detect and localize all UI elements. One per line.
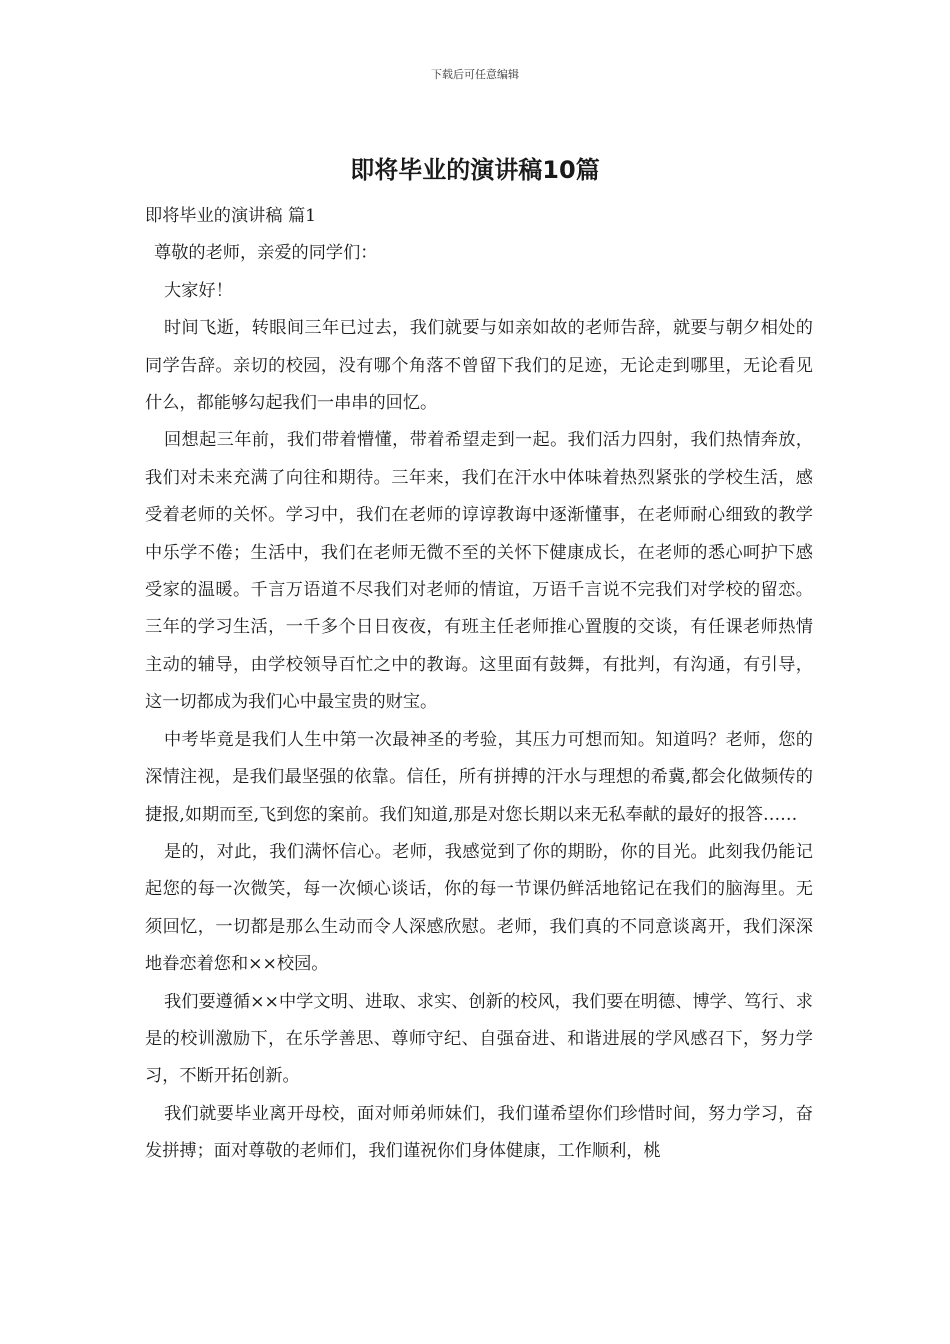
paragraph-1: 时间飞逝，转眼间三年已过去，我们就要与如亲如故的老师告辞，就要与朝夕相处的同学告辞。亲切的校园，没有哪个角落不曾留下我们的足迹，无论走到哪里，无论看见什么，都能够勾起我们一串串的回忆。 xyxy=(145,318,813,414)
paragraph-6: 我们就要毕业离开母校，面对师弟师妹们，我们谨希望你们珍惜时间，努力学习，奋发拼搏；面对尊敬的老师们，我们谨祝你们身体健康，工作顺利，桃 xyxy=(145,1103,813,1162)
page-title: 即将毕业的演讲稿10篇 xyxy=(350,156,600,184)
header-note: 下载后可任意编辑 xyxy=(431,68,519,81)
section-subtitle: 即将毕业的演讲稿 篇1 xyxy=(145,206,317,226)
greeting-line: 尊敬的老师，亲爱的同学们： xyxy=(154,243,378,264)
document-body xyxy=(145,198,813,1171)
paragraph-5: 我们要遵循××中学文明、进取、求实、创新的校风，我们要在明德、博学、笃行、求是的校训激励下，在乐学善思、尊师守纪、自强奋进、和谐进展的学风感召下，努力学习，不断开拓创新。 xyxy=(145,991,813,1087)
hello-line: 大家好！ xyxy=(164,280,233,301)
paragraph-3: 中考毕竟是我们人生中第一次最神圣的考验，其压力可想而知。知道吗？老师，您的深情注视，是我们最坚强的依靠。信任，所有拼搏的汗水与理想的希冀,都会化做频传的捷报,如期而至,飞到您的案前。我们知道,那是对您长期以来无私奉献的最好的报答…… xyxy=(145,729,813,825)
paragraph-2: 回想起三年前，我们带着懵懂，带着希望走到一起。我们活力四射，我们热情奔放，我们对未来充满了向往和期待。三年来，我们在汗水中体味着热烈紧张的学校生活，感受着老师的关怀。学习中，我们在老师的谆谆教诲中逐渐懂事，在老师耐心细致的教学中乐学不倦；生活中，我们在老师无微不至的关怀下健康成长，在老师的悉心呵护下感受家的温暖。千言万语道不尽我们对老师的情谊，万语千言说不完我们对学校的留恋。三年的学习生活，一千多个日日夜夜，有班主任老师推心置腹的交谈，有任课老师热情主动的辅导，由学校领导百忙之中的教诲。这里面有鼓舞，有批判，有沟通，有引导，这一切都成为我们心中最宝贵的财宝。 xyxy=(145,430,813,713)
paragraph-4: 是的，对此，我们满怀信心。老师，我感觉到了你的期盼，你的目光。此刻我仍能记起您的每一次微笑，每一次倾心谈话，你的每一节课仍鲜活地铭记在我们的脑海里。无须回忆，一切都是那么生动而令人深感欣慰。老师，我们真的不同意谈离开，我们深深地眷恋着您和××校园。 xyxy=(145,841,813,975)
